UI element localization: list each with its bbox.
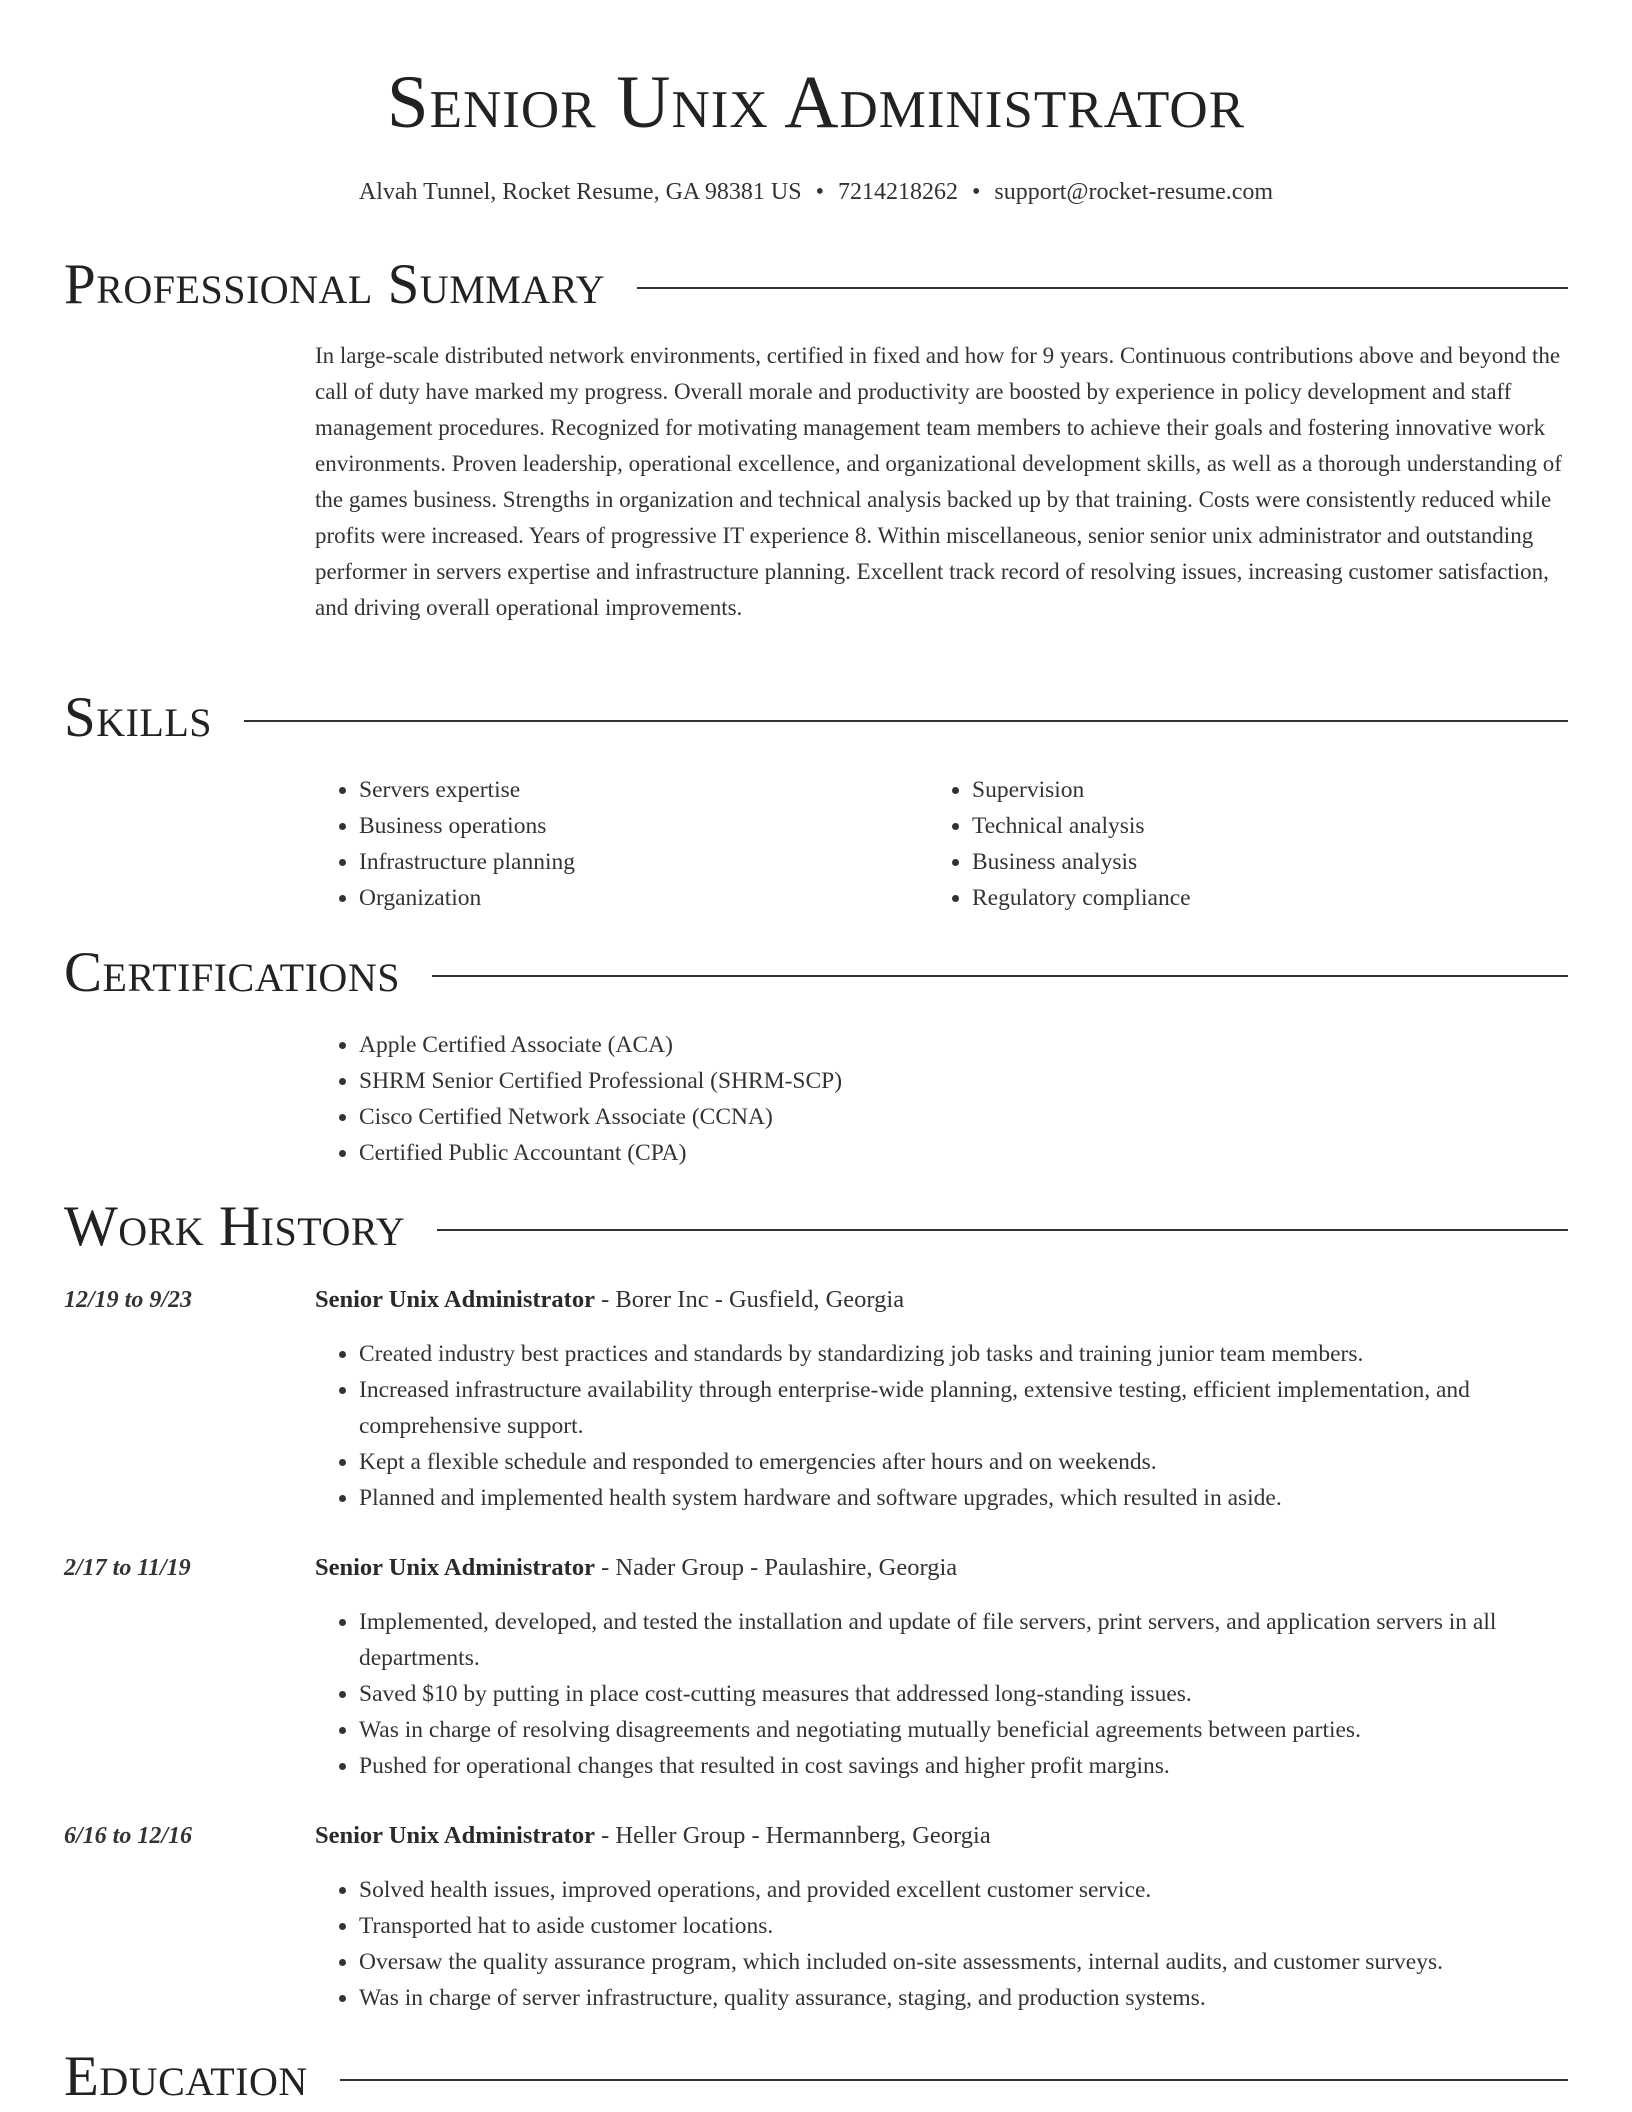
section-rule <box>244 720 1568 722</box>
section-title: Professional Summary <box>64 253 606 316</box>
section-education-header <box>64 2044 1568 2110</box>
job-bullet: • Solved health issues, improved operations, and provided excellent customer service. <box>359 1872 1568 1908</box>
skill-item: • Technical analysis <box>972 808 1191 844</box>
skill-item: • Organization <box>359 880 575 916</box>
job-details: - Borer Inc - Gusfield, Georgia <box>594 1286 905 1313</box>
job-dates: 2/17 to 11/19 <box>64 1555 191 1581</box>
job-bullets <box>315 1336 1568 1516</box>
skills-column-left <box>315 772 575 916</box>
section-title: Certifications <box>64 941 400 1004</box>
skill-item: • Servers expertise <box>359 772 575 808</box>
job-bullet: • Implemented, developed, and tested the installation and update of file servers, print servers, and application servers in all departments. <box>359 1604 1568 1676</box>
job-bullet: • Planned and implemented health system hardware and software upgrades, which resulted in aside. <box>359 1480 1568 1516</box>
email: support@rocket-resume.com <box>994 179 1274 205</box>
skill-item: • Regulatory compliance <box>972 880 1191 916</box>
address: Alvah Tunnel, Rocket Resume, GA 98381 US <box>358 179 802 205</box>
job-title: Senior Unix Administrator <box>315 1554 595 1581</box>
separator: • <box>972 179 981 205</box>
job-dates: 6/16 to 12/16 <box>64 1823 193 1849</box>
certification-item: • SHRM Senior Certified Professional (SHRM-SCP) <box>359 1063 842 1099</box>
job-title: Senior Unix Administrator <box>315 1822 595 1849</box>
skills-column-right <box>928 772 1191 916</box>
section-certifications-header <box>64 940 1568 1006</box>
job-bullet: • Kept a flexible schedule and responded to emergencies after hours and on weekends. <box>359 1444 1568 1480</box>
job-heading <box>315 1818 991 1854</box>
section-title: Work History <box>64 1195 406 1258</box>
job-title: Senior Unix Administrator <box>315 1286 595 1313</box>
job-bullet: • Created industry best practices and standards by standardizing job tasks and training junior team members. <box>359 1336 1568 1372</box>
certifications-list <box>315 1027 842 1171</box>
section-rule <box>340 2079 1568 2081</box>
job-bullet: • Increased infrastructure availability through enterprise-wide planning, extensive testing, efficient implementation, and comprehensive support. <box>359 1372 1568 1444</box>
skill-item: • Infrastructure planning <box>359 844 575 880</box>
job-heading <box>315 1282 904 1318</box>
contact-line <box>0 174 1632 210</box>
job-dates: 12/19 to 9/23 <box>64 1287 193 1313</box>
section-skills-header <box>64 685 1568 751</box>
section-summary-header <box>64 252 1568 318</box>
job-details: - Nader Group - Paulashire, Georgia <box>594 1554 958 1581</box>
job-bullet: • Oversaw the quality assurance program, which included on-site assessments, internal audits, and customer surveys. <box>359 1944 1568 1980</box>
skill-item: • Business analysis <box>972 844 1191 880</box>
separator: • <box>815 179 824 205</box>
phone: 7214218262 <box>838 179 958 205</box>
certification-item: • Certified Public Accountant (CPA) <box>359 1135 842 1171</box>
job-bullets <box>315 1604 1568 1784</box>
section-rule <box>432 975 1568 977</box>
job-bullet: • Pushed for operational changes that resulted in cost savings and higher profit margins. <box>359 1748 1568 1784</box>
job-bullet: • Saved $10 by putting in place cost-cutting measures that addressed long-standing issues. <box>359 1676 1568 1712</box>
skill-item: • Supervision <box>972 772 1191 808</box>
section-work-history-header <box>64 1194 1568 1260</box>
job-bullet: • Was in charge of resolving disagreements and negotiating mutually beneficial agreements between parties. <box>359 1712 1568 1748</box>
job-details: - Heller Group - Hermannberg, Georgia <box>594 1822 991 1849</box>
section-title: Education <box>64 2045 308 2108</box>
job-bullet: • Transported hat to aside customer locations. <box>359 1908 1568 1944</box>
job-heading <box>315 1550 957 1586</box>
certification-item: • Cisco Certified Network Associate (CCNA) <box>359 1099 842 1135</box>
job-bullet: • Was in charge of server infrastructure, quality assurance, staging, and production systems. <box>359 1980 1568 2016</box>
summary-text: In large-scale distributed network environments, certified in fixed and how for 9 years. Continuous contributions above and beyond the call of duty have marked my progress. Overall morale and productivity are boosted by experience in policy development and staff management procedures. Recognized for motivating management team members to achieve their goals and fostering innovative work environments. Proven leadership, operational excellence, and organizational development skills, as well as a thorough understanding of the games business. Strengths in organization and technical analysis backed up by that training. Costs were consistently reduced while profits were increased. Years of progressive IT experience 8. Within miscellaneous, senior senior unix administrator and outstanding performer in servers expertise and infrastructure planning. Excellent track record of resolving issues, increasing customer satisfaction, and driving overall operational improvements. <box>315 343 1562 620</box>
resume-title: Senior Unix Administrator <box>386 61 1246 144</box>
section-rule <box>437 1229 1568 1231</box>
section-title: Skills <box>64 686 213 749</box>
section-rule <box>637 287 1568 289</box>
job-bullets <box>315 1872 1568 2016</box>
skill-item: • Business operations <box>359 808 575 844</box>
certification-item: • Apple Certified Associate (ACA) <box>359 1027 842 1063</box>
